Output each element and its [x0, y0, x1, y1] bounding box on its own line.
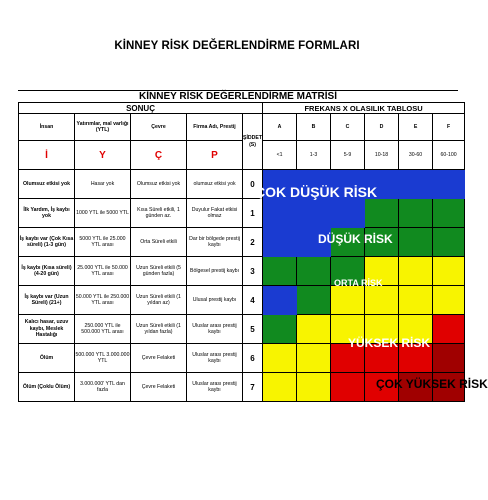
- cell-firma: Ulusal prestij kaybı: [187, 286, 243, 315]
- risk-cell: [399, 286, 433, 315]
- risk-cell: [297, 257, 331, 286]
- cell-cevre: Uzun Süreli etkili (1 yıldan az): [131, 286, 187, 315]
- cell-insan: Olumsuz etkisi yok: [19, 170, 75, 199]
- severity-value: 5: [243, 315, 263, 344]
- freq-letter: A: [263, 114, 297, 141]
- freq-letter: F: [433, 114, 465, 141]
- col-insan: İnsan: [19, 114, 75, 141]
- risk-cell: [263, 373, 297, 402]
- cell-yatirim: 1000 YTL ile 5000 YTL: [75, 199, 131, 228]
- cell-insan: İş kaybı (Kısa süreli) (4-20 gün): [19, 257, 75, 286]
- col-siddet: ŞİDDET (S): [243, 114, 263, 170]
- matrix-title: KİNNEY RİSK DEĞERLENDİRME MATRİSİ: [18, 90, 458, 103]
- freq-range: <1: [263, 141, 297, 170]
- cell-firma: Bölgesel prestij kaybı: [187, 257, 243, 286]
- cell-cevre: Çevre Felaketi: [131, 344, 187, 373]
- cell-insan: Ölüm (Çoklu Ölüm): [19, 373, 75, 402]
- risk-cell: [399, 257, 433, 286]
- matrix-row: [19, 228, 465, 257]
- risk-cell: [433, 170, 465, 199]
- kinney-matrix-table: [18, 102, 465, 402]
- cell-cevre: Uzun Süreli etkili (1 yıldan fazla): [131, 315, 187, 344]
- severity-value: 0: [243, 170, 263, 199]
- risk-label-yuksek: YÜKSEK RİSK: [348, 336, 431, 350]
- freq-letter: E: [399, 114, 433, 141]
- cell-insan: Kalıcı hasar, uzuv kaybı, Meslek Hastalığı: [19, 315, 75, 344]
- page-title: KİNNEY RİSK DEĞERLENDİRME FORMLARI: [114, 40, 360, 52]
- risk-cell: [433, 286, 465, 315]
- cell-cevre: Uzun Süreli etkili (5 günden fazla): [131, 257, 187, 286]
- freq-range: 10-18: [365, 141, 399, 170]
- cell-yatirim: 5000 YTL ile 25.000 YTL arası: [75, 228, 131, 257]
- matrix-row: [19, 286, 465, 315]
- cell-cevre: Kısa Süreli etkili, 1 günden az.: [131, 199, 187, 228]
- matrix-row: [19, 199, 465, 228]
- matrix-row: [19, 257, 465, 286]
- cell-insan: Ölüm: [19, 344, 75, 373]
- cell-insan: İş kaybı var (Çok Kısa süreli) (1-3 gün): [19, 228, 75, 257]
- risk-cell: [263, 344, 297, 373]
- cell-insan: İş kaybı var (Uzun Süreli) (21+): [19, 286, 75, 315]
- cell-firma: Duyulur Fakat etkisi olmaz: [187, 199, 243, 228]
- letter-firma: P: [187, 141, 243, 170]
- risk-cell: [331, 199, 365, 228]
- col-yatirim: Yatırımlar, mal varlığı (YTL): [75, 114, 131, 141]
- freq-range: 1-3: [297, 141, 331, 170]
- cell-firma: Uluslar arası prestij kaybı: [187, 315, 243, 344]
- risk-cell: [399, 199, 433, 228]
- risk-cell: [263, 199, 297, 228]
- severity-value: 7: [243, 373, 263, 402]
- freq-range: 5-9: [331, 141, 365, 170]
- risk-cell: [263, 286, 297, 315]
- letter-yatirim: Y: [75, 141, 131, 170]
- cell-firma: olumsuz etkisi yok: [187, 170, 243, 199]
- matrix-row: [19, 170, 465, 199]
- risk-cell: [263, 315, 297, 344]
- risk-label-cok-yuksek: ÇOK YÜKSEK RİSK: [376, 377, 488, 391]
- frequency-header: FREKANS X OLASILIK TABLOSU: [263, 103, 465, 114]
- matrix-body: [19, 170, 465, 402]
- freq-letter: C: [331, 114, 365, 141]
- risk-cell: [297, 286, 331, 315]
- risk-cell: [365, 199, 399, 228]
- risk-cell: [433, 228, 465, 257]
- freq-letter: D: [365, 114, 399, 141]
- col-cevre: Çevre: [131, 114, 187, 141]
- col-firma: Firma Adı, Prestij: [187, 114, 243, 141]
- sonuc-header: SONUÇ: [19, 103, 263, 114]
- freq-range: 60-100: [433, 141, 465, 170]
- risk-cell: [297, 199, 331, 228]
- risk-cell: [297, 315, 331, 344]
- freq-range: 30-60: [399, 141, 433, 170]
- risk-cell: [263, 257, 297, 286]
- cell-yatirim: 3.000.000' YTL dan fazla: [75, 373, 131, 402]
- cell-yatirim: 500.000 YTL 3.000.000 YTL: [75, 344, 131, 373]
- cell-yatirim: 25.000 YTL ile 50.000 YTL arası: [75, 257, 131, 286]
- cell-firma: Dar bir bölgede prestij kaybı: [187, 228, 243, 257]
- risk-cell: [297, 344, 331, 373]
- severity-value: 6: [243, 344, 263, 373]
- risk-cell: [399, 170, 433, 199]
- cell-cevre: Olumsuz etkisi yok: [131, 170, 187, 199]
- risk-cell: [331, 286, 365, 315]
- severity-value: 2: [243, 228, 263, 257]
- risk-cell: [433, 257, 465, 286]
- risk-cell: [331, 373, 365, 402]
- severity-value: 3: [243, 257, 263, 286]
- severity-value: 4: [243, 286, 263, 315]
- letter-insan: İ: [19, 141, 75, 170]
- risk-cell: [399, 228, 433, 257]
- cell-insan: İlk Yardım, İş kaybı yok: [19, 199, 75, 228]
- risk-label-cok-dusuk: ÇOK DÜŞÜK RİSK: [255, 184, 378, 200]
- risk-cell: [365, 286, 399, 315]
- risk-label-dusuk: DÜŞÜK RİSK: [318, 232, 393, 246]
- letter-cevre: Ç: [131, 141, 187, 170]
- cell-yatirim: 50.000 YTL ile 250.000 YTL arası: [75, 286, 131, 315]
- cell-firma: Uluslar arası prestij kaybı: [187, 344, 243, 373]
- cell-yatirim: 250.000 YTL ile 500.000 YTL arası: [75, 315, 131, 344]
- cell-firma: Uluslar arası prestij kaybı: [187, 373, 243, 402]
- risk-cell: [433, 344, 465, 373]
- freq-letter: B: [297, 114, 331, 141]
- risk-cell: [263, 228, 297, 257]
- cell-yatirim: Hasar yok: [75, 170, 131, 199]
- risk-label-orta: ORTA RİSK: [334, 278, 383, 288]
- risk-cell: [433, 199, 465, 228]
- risk-cell: [433, 315, 465, 344]
- severity-value: 1: [243, 199, 263, 228]
- cell-cevre: Orta Süreli etkili: [131, 228, 187, 257]
- risk-cell: [297, 373, 331, 402]
- cell-cevre: Çevre Felaketi: [131, 373, 187, 402]
